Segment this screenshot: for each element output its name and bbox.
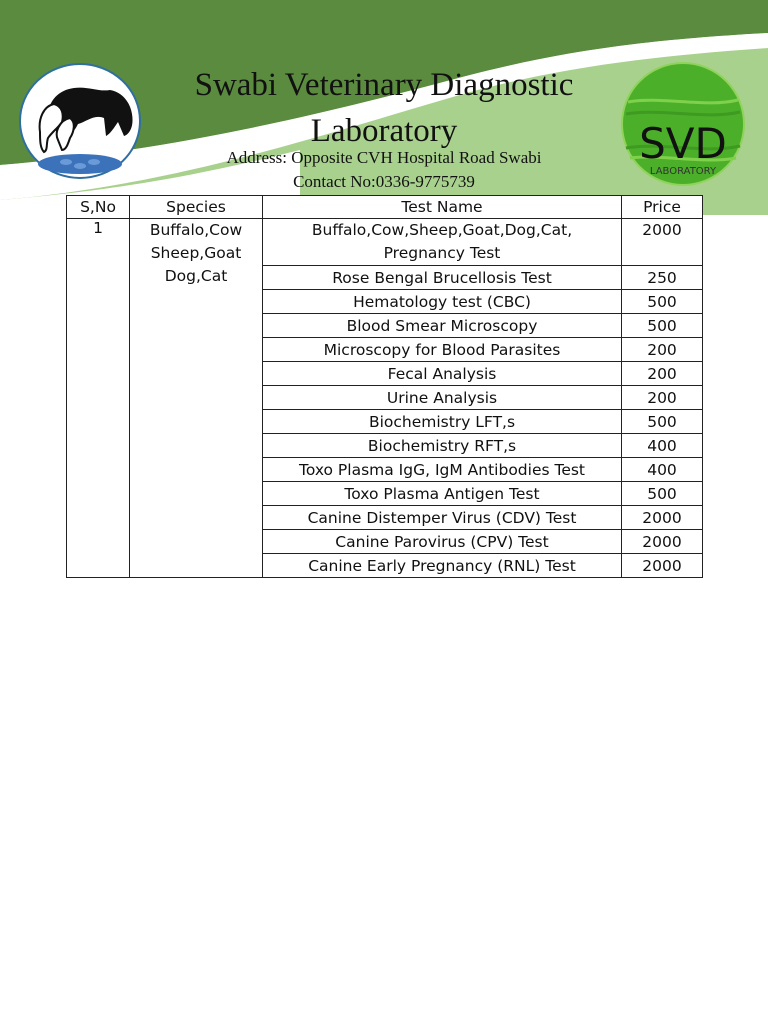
test-name-cell: Rose Bengal Brucellosis Test (263, 266, 622, 290)
test-name-cell: Toxo Plasma IgG, IgM Antibodies Test (263, 458, 622, 482)
species-line: Sheep,Goat (150, 244, 242, 262)
test-price-table (66, 195, 703, 578)
price-cell: 250 (622, 266, 703, 290)
table-header-row (67, 196, 703, 219)
test-name-cell: Toxo Plasma Antigen Test (263, 482, 622, 506)
test-name-line: Buffalo,Cow,Sheep,Goat,Dog,Cat, (311, 221, 573, 239)
title-line-2: Laboratory (310, 113, 458, 149)
test-name-cell (263, 219, 622, 266)
price-cell: 2000 (622, 506, 703, 530)
test-name-line: Pregnancy Test (383, 244, 501, 262)
header-test-name: Test Name (263, 196, 622, 219)
svd-laboratory-logo (620, 62, 746, 186)
price-cell: 400 (622, 458, 703, 482)
price-cell: 400 (622, 434, 703, 458)
test-name-cell: Microscopy for Blood Parasites (263, 338, 622, 362)
header-price: Price (622, 196, 703, 219)
test-name-cell: Biochemistry LFT,s (263, 410, 622, 434)
price-cell: 200 (622, 338, 703, 362)
test-name-cell: Canine Parovirus (CPV) Test (263, 530, 622, 554)
price-cell: 2000 (622, 530, 703, 554)
price-cell: 200 (622, 386, 703, 410)
address-text: Address: Opposite CVH Hospital Road Swabi (226, 148, 542, 167)
test-name-cell: Fecal Analysis (263, 362, 622, 386)
test-name-cell: Urine Analysis (263, 386, 622, 410)
price-cell: 500 (622, 290, 703, 314)
header-species: Species (130, 196, 263, 219)
species-line: Dog,Cat (164, 267, 228, 285)
price-cell: 500 (622, 314, 703, 338)
table-row (67, 219, 703, 266)
header-sno: S,No (67, 196, 130, 219)
title-line-1: Swabi Veterinary Diagnostic (194, 67, 574, 103)
test-name-cell: Canine Early Pregnancy (RNL) Test (263, 554, 622, 578)
sno-cell: 1 (67, 219, 130, 578)
test-name-cell: Hematology test (CBC) (263, 290, 622, 314)
test-name-cell: Canine Distemper Virus (CDV) Test (263, 506, 622, 530)
page-title (150, 62, 618, 154)
species-cell (130, 219, 263, 578)
price-cell: 200 (622, 362, 703, 386)
svd-logo-letters: SVD (639, 119, 727, 168)
price-cell: 2000 (622, 554, 703, 578)
price-cell: 500 (622, 482, 703, 506)
price-cell: 2000 (622, 219, 703, 266)
price-cell: 500 (622, 410, 703, 434)
svd-logo-caption: LABORATORY (649, 166, 717, 177)
contact-text: Contact No:0336-9775739 (293, 172, 475, 191)
test-name-cell: Biochemistry RFT,s (263, 434, 622, 458)
veterinary-logo (18, 62, 142, 180)
species-line: Buffalo,Cow (149, 221, 243, 239)
test-name-cell: Blood Smear Microscopy (263, 314, 622, 338)
